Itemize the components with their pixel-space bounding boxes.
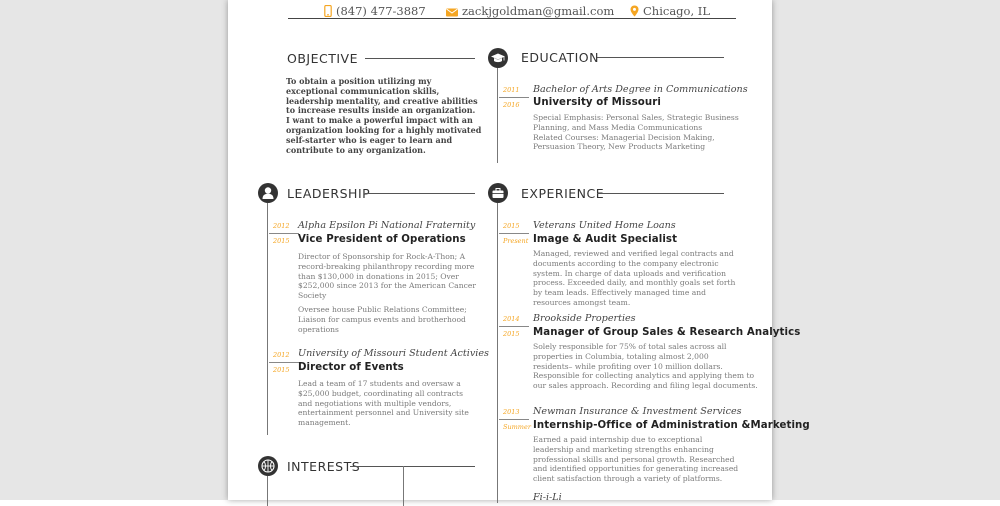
experience-1-role: Image & Audit Specialist bbox=[533, 234, 678, 245]
detail-line: Managed, reviewed and verified legal contracts and bbox=[533, 249, 734, 258]
detail-line: process. Exceeded daily, and monthly goals set forth bbox=[533, 278, 736, 288]
detail-line: $25,000 budget, coordinating all contracts bbox=[298, 388, 463, 398]
detail-line: Earned a paid internship due to exceptional bbox=[533, 435, 703, 444]
education-detail-line: Related Courses: Managerial Decision Making, bbox=[533, 132, 715, 142]
graduation-cap-icon bbox=[488, 48, 508, 68]
contact-phone[interactable] bbox=[324, 4, 426, 18]
detail-line: than $130,000 in donations in 2015; Over bbox=[298, 271, 459, 281]
contact-location-text: Chicago, IL bbox=[643, 4, 710, 18]
experience-3-year-start: 2013 bbox=[503, 408, 520, 416]
year-divider bbox=[269, 362, 299, 363]
detail-line: operations bbox=[298, 324, 339, 334]
experience-1-details bbox=[533, 249, 765, 308]
objective-line: leadership mentality, and creative abilities bbox=[286, 95, 478, 106]
detail-line: professional skills and personal growth. Researched bbox=[533, 454, 735, 464]
leadership-timeline bbox=[267, 203, 268, 435]
detail-line: management. bbox=[298, 418, 351, 428]
detail-line: and identified opportunities for generating increased bbox=[533, 464, 739, 474]
contact-phone-text: (847) 477-3887 bbox=[336, 4, 426, 18]
detail-line: Lead a team of 17 students and oversaw a bbox=[298, 379, 461, 388]
interests-column-divider bbox=[403, 466, 404, 506]
experience-2-org: Brookside Properties bbox=[533, 313, 636, 324]
experience-divider bbox=[597, 193, 724, 194]
detail-line: our sales approach. Recording and filing legal documents. bbox=[533, 381, 758, 391]
education-degree: Bachelor of Arts Degree in Communications bbox=[533, 84, 748, 95]
detail-line: client satisfaction through a variety of platforms. bbox=[533, 474, 723, 484]
year-divider bbox=[499, 233, 529, 234]
experience-1-org: Veterans United Home Loans bbox=[533, 220, 676, 231]
contact-email-text: zackjgoldman@gmail.com bbox=[462, 4, 615, 18]
education-detail-line: Persuasion Theory, New Products Marketing bbox=[533, 142, 706, 152]
objective-line: to increase results inside an organization. bbox=[286, 105, 476, 116]
experience-2-year-start: 2014 bbox=[503, 315, 520, 323]
education-title: EDUCATION bbox=[521, 50, 599, 65]
year-divider bbox=[499, 97, 529, 98]
leadership-1-details bbox=[298, 252, 490, 334]
education-year-end: 2016 bbox=[503, 101, 520, 109]
education-details bbox=[533, 113, 763, 152]
year-divider bbox=[499, 326, 529, 327]
experience-4-org-partial: Fi-i-Li bbox=[533, 492, 562, 503]
leadership-1-role: Vice President of Operations bbox=[298, 234, 466, 245]
experience-2-role: Manager of Group Sales & Research Analytics bbox=[533, 327, 801, 338]
detail-line: Liaison for campus events and brotherhood bbox=[298, 314, 466, 324]
leadership-1-year-end: 2015 bbox=[273, 237, 290, 245]
interests-title: INTERESTS bbox=[287, 459, 361, 474]
detail-line: record-breaking philanthropy recording more bbox=[298, 261, 475, 271]
experience-1-year-end: Present bbox=[503, 237, 529, 245]
person-icon bbox=[258, 183, 278, 203]
experience-2-details bbox=[533, 342, 768, 391]
location-pin-icon bbox=[630, 5, 639, 17]
phone-icon bbox=[324, 5, 332, 17]
detail-line: by team leads. Effectively managed time and bbox=[533, 288, 707, 298]
contact-divider bbox=[288, 18, 736, 19]
page-background-left bbox=[0, 0, 228, 500]
experience-2-year-end: 2015 bbox=[503, 330, 520, 338]
detail-line: system. In charge of data uploads and verification bbox=[533, 268, 726, 278]
objective-line: exceptional communication skills, bbox=[286, 85, 440, 96]
leadership-divider bbox=[365, 193, 475, 194]
detail-line: and negotiations with multiple vendors, bbox=[298, 398, 452, 408]
experience-3-org: Newman Insurance & Investment Services bbox=[533, 406, 742, 417]
year-divider bbox=[499, 419, 529, 420]
detail-line: entertainment personnel and University site bbox=[298, 408, 469, 418]
leadership-1-org: Alpha Epsilon Pi National Fraternity bbox=[298, 220, 476, 231]
objective-divider bbox=[365, 58, 475, 59]
leadership-title: LEADERSHIP bbox=[287, 186, 371, 201]
experience-timeline bbox=[497, 203, 498, 503]
contact-email[interactable] bbox=[446, 4, 614, 18]
education-detail-line: Planning, and Mass Media Communications bbox=[533, 122, 703, 132]
education-timeline bbox=[497, 68, 498, 163]
contact-location bbox=[630, 4, 710, 18]
detail-line: $252,000 since 2013 for the American Cancer bbox=[298, 281, 476, 291]
experience-1-year-start: 2015 bbox=[503, 222, 520, 230]
objective-text bbox=[286, 77, 486, 155]
experience-3-year-end: Summer bbox=[503, 423, 531, 431]
detail-line: properties in Columbia, totaling almost 2,000 bbox=[533, 351, 709, 361]
objective-line: organization looking for a highly motivated bbox=[286, 124, 482, 135]
email-icon bbox=[446, 8, 458, 17]
objective-line: To obtain a position utilizing my bbox=[286, 76, 432, 86]
education-year-start: 2011 bbox=[503, 86, 520, 94]
leadership-2-org: University of Missouri Student Activies bbox=[298, 348, 489, 359]
detail-line: Society bbox=[298, 291, 327, 301]
detail-line: Solely responsible for 75% of total sales across all bbox=[533, 342, 727, 351]
experience-title: EXPERIENCE bbox=[521, 186, 605, 201]
detail-line: documents according to the company electronic bbox=[533, 258, 719, 268]
briefcase-icon bbox=[488, 183, 508, 203]
objective-line: I want to make a powerful impact with an bbox=[286, 115, 473, 126]
education-school: University of Missouri bbox=[533, 97, 661, 108]
detail-line: Director of Sponsorship for Rock-A-Thon; A bbox=[298, 252, 466, 261]
leadership-2-year-start: 2012 bbox=[273, 351, 290, 359]
leadership-1-year-start: 2012 bbox=[273, 222, 290, 230]
objective-title: OBJECTIVE bbox=[287, 51, 358, 66]
detail-line: Responsible for collecting analytics and applying them to bbox=[533, 371, 755, 381]
leadership-2-year-end: 2015 bbox=[273, 366, 290, 374]
year-divider bbox=[269, 233, 299, 234]
detail-line: leadership and marketing strengths enhancing bbox=[533, 444, 714, 454]
objective-line: self-starter who is eager to learn and bbox=[286, 134, 453, 145]
interests-divider bbox=[350, 466, 475, 467]
detail-line: residents– while profiting over 10 million dollars. bbox=[533, 361, 723, 371]
leadership-2-role: Director of Events bbox=[298, 362, 404, 373]
interests-timeline bbox=[267, 476, 268, 506]
education-detail-line: Special Emphasis: Personal Sales, Strategic Business bbox=[533, 113, 739, 122]
experience-3-details bbox=[533, 435, 765, 484]
detail-line: Oversee house Public Relations Committee; bbox=[298, 304, 467, 314]
basketball-icon bbox=[258, 456, 278, 476]
objective-line: contribute to any organization. bbox=[286, 144, 426, 155]
leadership-2-details bbox=[298, 379, 490, 428]
detail-line: resources amongst team. bbox=[533, 297, 631, 307]
education-divider bbox=[597, 57, 724, 58]
experience-3-role: Internship-Office of Administration &Marketing bbox=[533, 420, 810, 431]
